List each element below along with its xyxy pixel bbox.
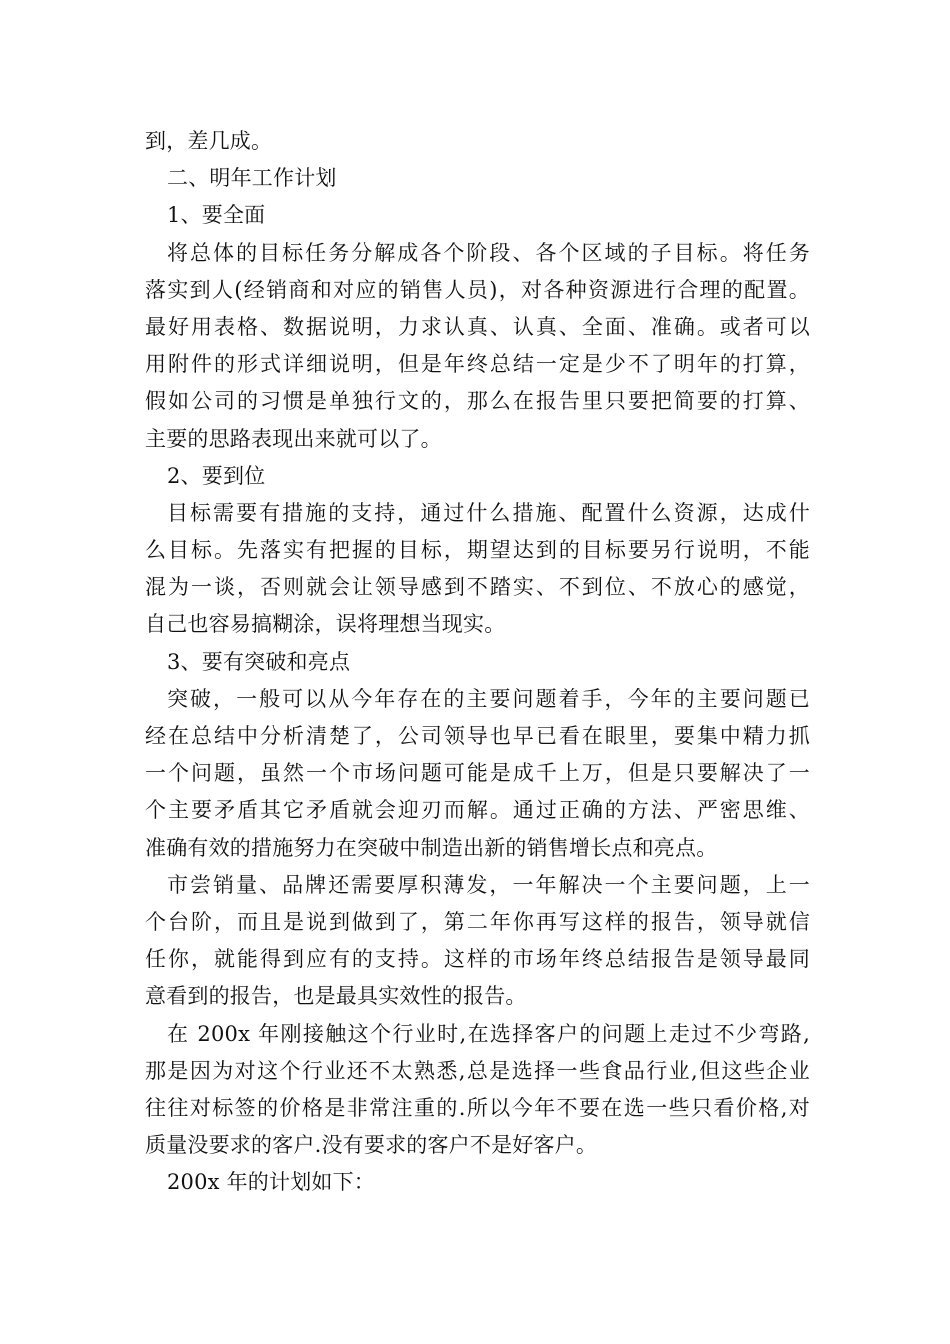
text-line: 目标需要有措施的支持，通过什么措施、配置什么资源，达成什 (167, 500, 810, 525)
text-line: 将总体的目标任务分解成各个阶段、各个区域的子目标。将任务 (167, 240, 810, 265)
text-line: 200x 年的计划如下： (167, 1170, 376, 1195)
text-line: 个主要矛盾其它矛盾就会迎刃而解。通过正确的方法、严密思维、 (145, 798, 810, 823)
text-line: 个台阶，而且是说到做到了，第二年你再写这样的报告，领导就信 (145, 909, 810, 934)
subsection-heading: 2、要到位 (167, 463, 266, 488)
text-line: 到，差几成。 (145, 129, 273, 153)
text-line: 经在总结中分析清楚了，公司领导也早已看在眼里，要集中精力抓 (145, 724, 810, 748)
subsection-heading: 1、要全面 (167, 203, 266, 228)
text-line: 假如公司的习惯是单独行文的，那么在报告里只要把简要的打算、 (145, 389, 810, 414)
text-line: 一个问题，虽然一个市场问题可能是成千上万，但是只要解决了一 (145, 761, 810, 786)
text-line: 么目标。先落实有把握的目标，期望达到的目标要另行说明，不能 (145, 538, 810, 563)
text-line: 突破，一般可以从今年存在的主要问题着手，今年的主要问题已 (167, 686, 810, 711)
text-line: 那是因为对这个行业还不太熟悉,总是选择一些食品行业,但这些企业 (145, 1058, 810, 1083)
text-line: 混为一谈，否则就会让领导感到不踏实、不到位、不放心的感觉， (145, 575, 810, 600)
subsection-heading: 3、要有突破和亮点 (167, 649, 351, 674)
text-line: 质量没要求的客户.没有要求的客户不是好客户。 (145, 1133, 598, 1158)
text-line: 最好用表格、数据说明，力求认真、认真、全面、准确。或者可以 (145, 314, 810, 339)
text-line: 用附件的形式详细说明，但是年终总结一定是少不了明年的打算， (145, 352, 810, 377)
text-line: 自己也容易搞糊涂，误将理想当现实。 (145, 612, 506, 637)
text-line: 任你，就能得到应有的支持。这样的市场年终总结报告是领导最同 (145, 947, 810, 972)
text-line: 主要的思路表现出来就可以了。 (145, 426, 442, 451)
section-heading: 二、明年工作计划 (167, 166, 337, 191)
text-line: 意看到的报告，也是最具实效性的报告。 (145, 984, 527, 1009)
text-line: 市尝销量、品牌还需要厚积薄发，一年解决一个主要问题，上一 (167, 872, 810, 897)
text-line: 在 200x 年刚接触这个行业时,在选择客户的问题上走过不少弯路, (167, 1021, 810, 1046)
text-line: 准确有效的措施努力在突破中制造出新的销售增长点和亮点。 (145, 835, 718, 860)
text-line: 落实到人(经销商和对应的销售人员)，对各种资源进行合理的配置。 (145, 277, 810, 302)
document-page (145, 123, 810, 1201)
text-line: 往往对标签的价格是非常注重的.所以今年不要在选一些只看价格,对 (145, 1095, 810, 1120)
